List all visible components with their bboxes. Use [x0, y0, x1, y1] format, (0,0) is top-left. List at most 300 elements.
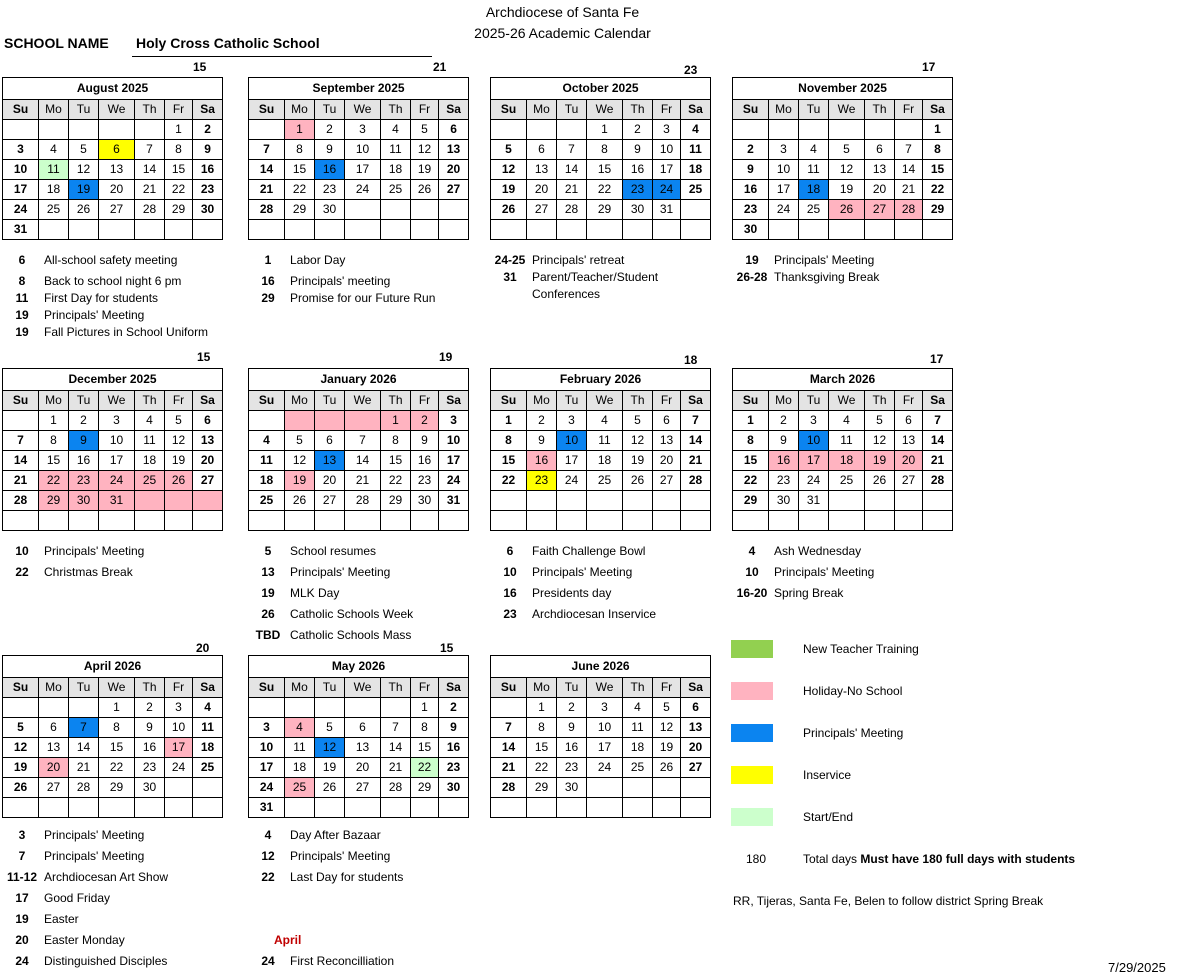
day-cell: 28 — [381, 778, 411, 798]
empty-day-cell — [315, 220, 345, 240]
day-cell: 7 — [249, 140, 285, 160]
note-date: 5 — [264, 544, 272, 558]
day-cell: 18 — [623, 738, 653, 758]
day-cell: 5 — [411, 120, 439, 140]
day-cell: 17 — [3, 180, 39, 200]
note-text: Catholic Schools Week — [290, 607, 414, 621]
day-cell: 1 — [99, 698, 135, 718]
empty-day-cell — [865, 491, 895, 511]
day-cell: 4 — [135, 411, 165, 431]
empty-day-cell — [315, 698, 345, 718]
weekday-header: Th — [381, 391, 411, 411]
empty-day-cell — [587, 491, 623, 511]
day-cell: 9 — [557, 718, 587, 738]
day-cell: 21 — [345, 471, 381, 491]
weekday-header: Su — [491, 100, 527, 120]
school-days-count: 21 — [433, 60, 447, 74]
month-table — [490, 655, 711, 818]
day-cell: 28 — [491, 778, 527, 798]
day-cell: 3 — [165, 698, 193, 718]
day-cell: 27 — [439, 180, 469, 200]
empty-day-cell — [3, 120, 39, 140]
note-date: 19 — [15, 912, 29, 926]
month-name: February 2026 — [491, 369, 711, 391]
day-cell: 25 — [39, 200, 69, 220]
weekday-header: Tu — [69, 391, 99, 411]
school-days-count: 17 — [922, 60, 936, 74]
day-cell: 18 — [285, 758, 315, 778]
day-cell: 19 — [829, 180, 865, 200]
day-cell: 27 — [39, 778, 69, 798]
day-cell: 2 — [135, 698, 165, 718]
total-days-value: 180 — [746, 852, 767, 866]
day-cell: 18 — [799, 180, 829, 200]
day-cell: 22 — [587, 180, 623, 200]
day-cell: 27 — [345, 778, 381, 798]
day-cell: 24 — [3, 200, 39, 220]
day-cell: 15 — [99, 738, 135, 758]
day-cell: 31 — [3, 220, 39, 240]
empty-day-cell — [865, 120, 895, 140]
weekday-header: Su — [3, 678, 39, 698]
day-cell: 14 — [491, 738, 527, 758]
empty-day-cell — [39, 511, 69, 531]
day-cell: 8 — [527, 718, 557, 738]
day-cell: 16 — [135, 738, 165, 758]
day-cell: 19 — [865, 451, 895, 471]
weekday-header: Tu — [315, 678, 345, 698]
day-cell: 3 — [249, 718, 285, 738]
day-cell: 17 — [345, 160, 381, 180]
day-cell: 13 — [99, 160, 135, 180]
note-date: 24 — [15, 954, 29, 968]
empty-day-cell — [799, 220, 829, 240]
month-table — [248, 77, 469, 240]
day-cell: 19 — [285, 471, 315, 491]
day-cell: 4 — [381, 120, 411, 140]
day-cell: 14 — [3, 451, 39, 471]
empty-day-cell — [491, 220, 527, 240]
empty-day-cell — [623, 511, 653, 531]
note-text: Labor Day — [290, 253, 346, 267]
note-date: 6 — [506, 544, 514, 558]
weekday-header: Su — [491, 678, 527, 698]
school-days-count: 20 — [196, 641, 210, 655]
district-note: RR, Tijeras, Santa Fe, Belen to follow district Spring Break — [733, 894, 1044, 908]
weekday-header: We — [829, 391, 865, 411]
day-cell: 13 — [345, 738, 381, 758]
empty-day-cell — [681, 220, 711, 240]
weekday-header: Th — [865, 100, 895, 120]
day-cell: 17 — [99, 451, 135, 471]
day-cell: 25 — [193, 758, 223, 778]
empty-day-cell — [3, 798, 39, 818]
empty-day-cell — [285, 798, 315, 818]
day-cell: 22 — [381, 471, 411, 491]
empty-day-cell — [411, 798, 439, 818]
day-cell: 5 — [865, 411, 895, 431]
day-cell: 6 — [345, 718, 381, 738]
empty-day-cell — [193, 491, 223, 511]
weekday-header: Mo — [769, 391, 799, 411]
day-cell: 17 — [557, 451, 587, 471]
day-cell: 14 — [557, 160, 587, 180]
day-cell: 18 — [193, 738, 223, 758]
day-cell: 6 — [193, 411, 223, 431]
empty-day-cell — [733, 120, 769, 140]
day-cell: 16 — [69, 451, 99, 471]
month-name: June 2026 — [491, 656, 711, 678]
empty-day-cell — [165, 798, 193, 818]
empty-day-cell — [249, 120, 285, 140]
day-cell: 22 — [39, 471, 69, 491]
day-cell: 23 — [193, 180, 223, 200]
empty-day-cell — [439, 798, 469, 818]
weekday-header: Th — [135, 391, 165, 411]
day-cell: 17 — [653, 160, 681, 180]
day-cell: 13 — [193, 431, 223, 451]
day-cell: 19 — [653, 738, 681, 758]
weekday-header: Fr — [653, 100, 681, 120]
empty-day-cell — [681, 778, 711, 798]
day-cell: 16 — [733, 180, 769, 200]
day-cell: 26 — [653, 758, 681, 778]
day-cell: 8 — [285, 140, 315, 160]
day-cell: 3 — [345, 120, 381, 140]
day-cell: 29 — [527, 778, 557, 798]
note-text: Christmas Break — [44, 565, 133, 579]
month-name: January 2026 — [249, 369, 469, 391]
day-cell: 21 — [895, 180, 923, 200]
month-table — [490, 368, 711, 531]
legend-label: Holiday-No School — [803, 684, 903, 698]
weekday-header: We — [587, 391, 623, 411]
empty-day-cell — [491, 698, 527, 718]
empty-day-cell — [69, 220, 99, 240]
empty-day-cell — [799, 120, 829, 140]
weekday-header: Su — [733, 391, 769, 411]
weekday-header: Tu — [799, 100, 829, 120]
day-cell: 11 — [623, 718, 653, 738]
day-cell: 26 — [491, 200, 527, 220]
day-cell: 7 — [381, 718, 411, 738]
school-days-count: 18 — [684, 353, 698, 367]
empty-day-cell — [439, 220, 469, 240]
empty-day-cell — [411, 511, 439, 531]
weekday-header: Sa — [681, 678, 711, 698]
day-cell: 4 — [249, 431, 285, 451]
empty-day-cell — [895, 491, 923, 511]
day-cell: 4 — [193, 698, 223, 718]
day-cell: 14 — [69, 738, 99, 758]
empty-day-cell — [69, 798, 99, 818]
weekday-header: Th — [623, 100, 653, 120]
day-cell: 31 — [439, 491, 469, 511]
empty-day-cell — [829, 491, 865, 511]
empty-day-cell — [3, 511, 39, 531]
day-cell: 3 — [587, 698, 623, 718]
weekday-header: Su — [249, 391, 285, 411]
day-cell: 8 — [491, 431, 527, 451]
day-cell: 7 — [895, 140, 923, 160]
empty-day-cell — [249, 511, 285, 531]
day-cell: 11 — [285, 738, 315, 758]
day-cell: 27 — [99, 200, 135, 220]
day-cell: 12 — [623, 431, 653, 451]
day-cell: 2 — [623, 120, 653, 140]
note-date: 1 — [264, 253, 272, 267]
day-cell: 31 — [653, 200, 681, 220]
note-date: 3 — [18, 828, 26, 842]
day-cell: 26 — [3, 778, 39, 798]
weekday-header: Th — [381, 100, 411, 120]
empty-day-cell — [865, 220, 895, 240]
day-cell: 1 — [923, 120, 953, 140]
note-text: Principals' Meeting — [774, 253, 875, 267]
day-cell: 7 — [491, 718, 527, 738]
note-text: Promise for our Future Run — [290, 291, 436, 305]
day-cell: 30 — [315, 200, 345, 220]
month-name: March 2026 — [733, 369, 953, 391]
day-cell: 30 — [69, 491, 99, 511]
day-cell: 1 — [381, 411, 411, 431]
day-cell: 12 — [165, 431, 193, 451]
day-cell: 21 — [69, 758, 99, 778]
day-cell: 17 — [799, 451, 829, 471]
weekday-header: Fr — [653, 678, 681, 698]
day-cell: 28 — [895, 200, 923, 220]
note-date: 4 — [748, 544, 756, 558]
day-cell: 24 — [799, 471, 829, 491]
day-cell: 18 — [681, 160, 711, 180]
day-cell: 27 — [681, 758, 711, 778]
day-cell: 8 — [99, 718, 135, 738]
note-text: First Day for students — [44, 291, 159, 305]
day-cell: 12 — [315, 738, 345, 758]
empty-day-cell — [99, 511, 135, 531]
empty-day-cell — [315, 798, 345, 818]
legend-label: New Teacher Training — [803, 642, 919, 656]
day-cell: 29 — [285, 200, 315, 220]
empty-day-cell — [381, 200, 411, 220]
month-calendar — [490, 77, 711, 240]
day-cell: 21 — [381, 758, 411, 778]
empty-day-cell — [769, 220, 799, 240]
note-text: Conferences — [532, 287, 601, 301]
day-cell: 25 — [623, 758, 653, 778]
empty-day-cell — [3, 411, 39, 431]
note-date: 11 — [15, 291, 29, 305]
note-text: Archdiocesan Inservice — [532, 607, 657, 621]
day-cell: 11 — [39, 160, 69, 180]
day-cell: 11 — [681, 140, 711, 160]
weekday-header: Su — [3, 100, 39, 120]
day-cell: 20 — [99, 180, 135, 200]
day-cell: 9 — [439, 718, 469, 738]
note-date: 4 — [264, 828, 272, 842]
weekday-header: Mo — [39, 391, 69, 411]
day-cell: 1 — [285, 120, 315, 140]
day-cell: 3 — [3, 140, 39, 160]
day-cell: 15 — [165, 160, 193, 180]
empty-day-cell — [193, 220, 223, 240]
month-name: August 2025 — [3, 78, 223, 100]
day-cell: 7 — [69, 718, 99, 738]
day-cell: 22 — [285, 180, 315, 200]
legend-swatch — [731, 808, 773, 826]
day-cell: 5 — [285, 431, 315, 451]
note-date: 7 — [18, 849, 26, 863]
school-days-count: 15 — [197, 350, 211, 364]
day-cell: 27 — [895, 471, 923, 491]
empty-day-cell — [653, 511, 681, 531]
day-cell: 27 — [865, 200, 895, 220]
empty-day-cell — [439, 511, 469, 531]
note-text: Ash Wednesday — [774, 544, 862, 558]
day-cell: 5 — [491, 140, 527, 160]
month-calendar — [248, 77, 469, 240]
empty-day-cell — [587, 511, 623, 531]
day-cell: 9 — [769, 431, 799, 451]
note-date: 19 — [745, 253, 759, 267]
day-cell: 9 — [411, 431, 439, 451]
weekday-header: Mo — [527, 100, 557, 120]
note-text: First Reconcilliation — [290, 954, 395, 968]
empty-day-cell — [165, 778, 193, 798]
note-heading-text: April — [274, 933, 302, 947]
day-cell: 14 — [895, 160, 923, 180]
note-text: Principals' Meeting — [290, 849, 391, 863]
day-cell: 12 — [69, 160, 99, 180]
note-date: 17 — [15, 891, 29, 905]
note-text: Principals' Meeting — [44, 849, 145, 863]
weekday-header: Th — [135, 678, 165, 698]
day-cell: 26 — [623, 471, 653, 491]
day-cell: 14 — [249, 160, 285, 180]
empty-day-cell — [623, 778, 653, 798]
day-cell: 2 — [557, 698, 587, 718]
day-cell: 23 — [439, 758, 469, 778]
day-cell: 20 — [39, 758, 69, 778]
day-cell: 7 — [135, 140, 165, 160]
empty-day-cell — [653, 491, 681, 511]
empty-day-cell — [345, 798, 381, 818]
month-table — [490, 77, 711, 240]
day-cell: 16 — [315, 160, 345, 180]
day-cell: 27 — [527, 200, 557, 220]
weekday-header: We — [345, 391, 381, 411]
note-text: Thanksgiving Break — [774, 270, 880, 284]
day-cell: 11 — [249, 451, 285, 471]
legend-swatch — [731, 640, 773, 658]
weekday-header: Tu — [557, 678, 587, 698]
calendar-title: Archdiocese of Santa Fe — [485, 4, 640, 20]
day-cell: 29 — [923, 200, 953, 220]
day-cell: 25 — [285, 778, 315, 798]
empty-day-cell — [527, 220, 557, 240]
note-text: MLK Day — [290, 586, 340, 600]
day-cell: 14 — [345, 451, 381, 471]
month-calendar — [2, 655, 223, 818]
empty-day-cell — [769, 120, 799, 140]
weekday-header: Mo — [527, 678, 557, 698]
day-cell: 29 — [733, 491, 769, 511]
day-cell: 2 — [527, 411, 557, 431]
weekday-header: Fr — [895, 391, 923, 411]
note-text: Catholic Schools Mass — [290, 628, 412, 642]
day-cell: 22 — [411, 758, 439, 778]
month-calendar — [248, 368, 469, 531]
day-cell: 5 — [315, 718, 345, 738]
day-cell: 9 — [733, 160, 769, 180]
document-date: 7/29/2025 — [1108, 960, 1166, 975]
note-text: All-school safety meeting — [44, 253, 178, 267]
day-cell: 29 — [165, 200, 193, 220]
empty-day-cell — [285, 511, 315, 531]
weekday-header: Sa — [439, 391, 469, 411]
note-date: 13 — [261, 565, 275, 579]
empty-day-cell — [557, 120, 587, 140]
day-cell: 15 — [923, 160, 953, 180]
day-cell: 16 — [193, 160, 223, 180]
day-cell: 1 — [733, 411, 769, 431]
empty-day-cell — [99, 120, 135, 140]
weekday-header: Fr — [165, 678, 193, 698]
empty-day-cell — [39, 798, 69, 818]
day-cell: 7 — [345, 431, 381, 451]
day-cell: 25 — [587, 471, 623, 491]
day-cell: 6 — [39, 718, 69, 738]
day-cell: 9 — [315, 140, 345, 160]
day-cell: 10 — [99, 431, 135, 451]
empty-day-cell — [587, 220, 623, 240]
day-cell: 23 — [557, 758, 587, 778]
day-cell: 30 — [439, 778, 469, 798]
day-cell: 2 — [315, 120, 345, 140]
empty-day-cell — [557, 511, 587, 531]
day-cell: 18 — [829, 451, 865, 471]
day-cell: 21 — [557, 180, 587, 200]
day-cell: 20 — [315, 471, 345, 491]
day-cell: 13 — [681, 718, 711, 738]
empty-day-cell — [491, 491, 527, 511]
day-cell: 15 — [527, 738, 557, 758]
day-cell: 20 — [653, 451, 681, 471]
day-cell: 29 — [39, 491, 69, 511]
month-name: September 2025 — [249, 78, 469, 100]
empty-day-cell — [895, 220, 923, 240]
day-cell: 18 — [39, 180, 69, 200]
empty-day-cell — [799, 511, 829, 531]
day-cell: 12 — [491, 160, 527, 180]
empty-day-cell — [587, 778, 623, 798]
weekday-header: Mo — [527, 391, 557, 411]
month-table — [248, 368, 469, 531]
day-cell: 14 — [381, 738, 411, 758]
empty-day-cell — [39, 698, 69, 718]
day-cell: 10 — [799, 431, 829, 451]
empty-day-cell — [527, 511, 557, 531]
day-cell: 3 — [99, 411, 135, 431]
day-cell: 31 — [249, 798, 285, 818]
day-cell: 25 — [799, 200, 829, 220]
note-text: Principals' Meeting — [44, 544, 145, 558]
legend-swatch — [731, 766, 773, 784]
day-cell: 8 — [587, 140, 623, 160]
month-table — [2, 77, 223, 240]
day-cell: 1 — [527, 698, 557, 718]
school-name-value: Holy Cross Catholic School — [136, 35, 320, 51]
